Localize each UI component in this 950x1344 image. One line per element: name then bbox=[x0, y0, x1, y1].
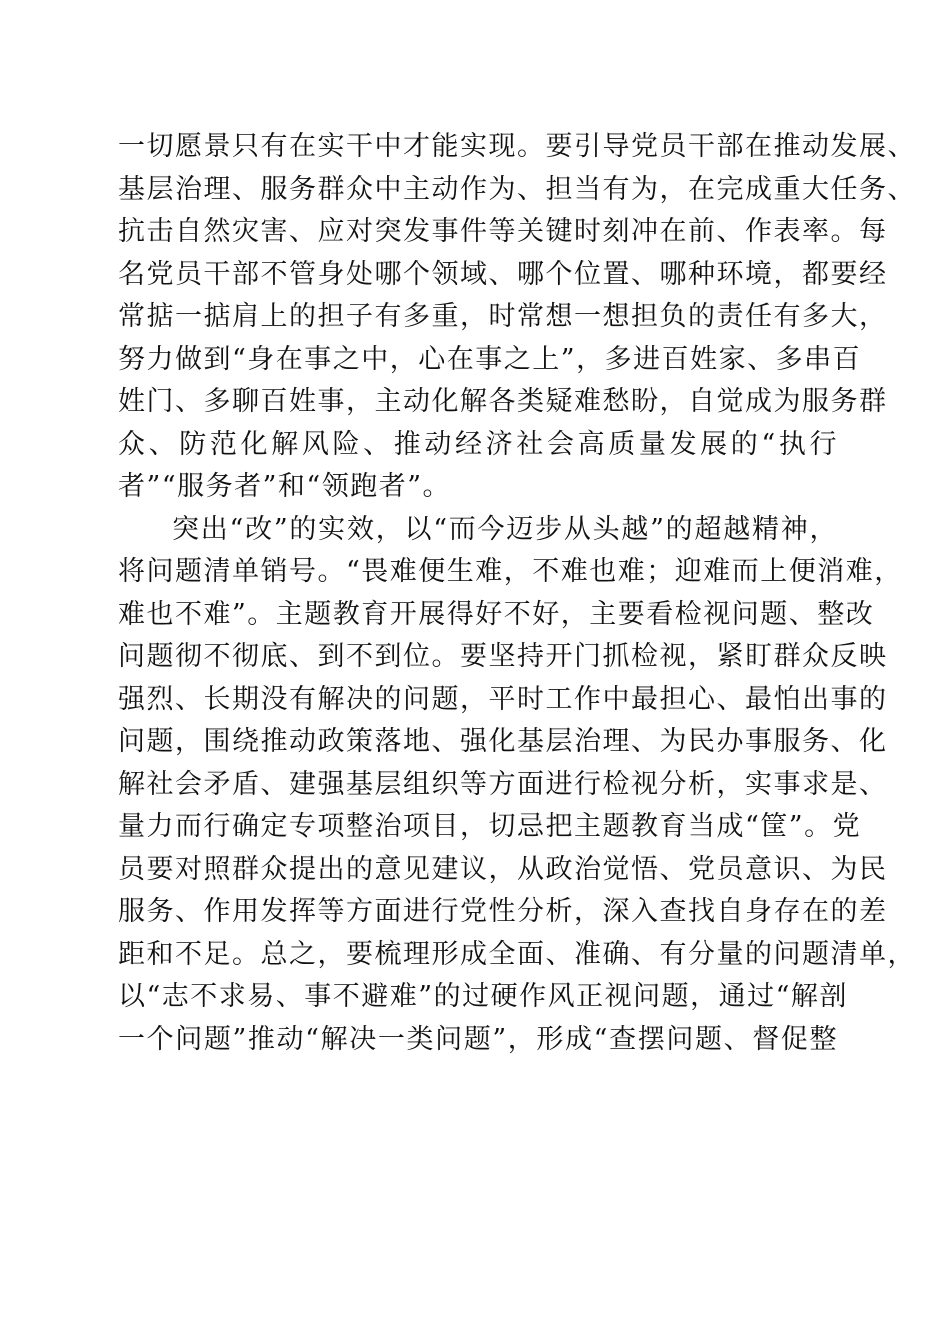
text-line: 名党员干部不管身处哪个领域、哪个位置、哪种环境，都要经 bbox=[118, 258, 888, 290]
text-line: 量力而行确定专项整治项目，切忌把主题教育当成“筐”。党 bbox=[118, 811, 862, 842]
text-line: 努力做到“身在事之中，心在事之上”，多进百姓家、多串百 bbox=[118, 343, 862, 375]
text-line: 突出“改”的实效，以“而今迈步从头越”的超越精神， bbox=[172, 513, 838, 545]
text-line: 一切愿景只有在实干中才能实现。要引导党员干部在推动发展、 bbox=[118, 131, 916, 162]
text-line: 以“志不求易、事不避难”的过硬作风正视问题，通过“解剖 bbox=[118, 981, 848, 1012]
text-line: 服务、作用发挥等方面进行党性分析，深入查找自身存在的差 bbox=[118, 896, 888, 927]
text-line: 难也不难”。主题教育开展得好不好，主要看检视问题、整改 bbox=[118, 598, 875, 630]
text-line: 姓门、多聊百姓事，主动化解各类疑难愁盼，自觉成为服务群 bbox=[118, 386, 888, 417]
text-line: 强烈、长期没有解决的问题，平时工作中最担心、最怕出事的 bbox=[118, 683, 888, 715]
text-line: 问题，围绕推动政策落地、强化基层治理、为民办事服务、化 bbox=[118, 726, 888, 757]
text-line: 问题彻不彻底、到不到位。要坚持开门抓检视，紧盯群众反映 bbox=[118, 641, 888, 672]
text-line: 员要对照群众提出的意见建议，从政治觉悟、党员意识、为民 bbox=[118, 853, 888, 885]
text-line: 抗击自然灾害、应对突发事件等关键时刻冲在前、作表率。每 bbox=[118, 216, 888, 247]
text-line: 一个问题”推动“解决一类问题”，形成“查摆问题、督促整 bbox=[118, 1023, 838, 1055]
paragraph-1 bbox=[118, 126, 916, 509]
text-line: 者”“服务者”和“领跑者”。 bbox=[118, 471, 452, 502]
text-line: 解社会矛盾、建强基层组织等方面进行检视分析，实事求是、 bbox=[118, 768, 888, 800]
body-text bbox=[118, 126, 916, 1061]
paragraph-2 bbox=[118, 509, 916, 1062]
text-line: 众、防范化解风险、推动经济社会高质量发展的“执行 bbox=[118, 428, 838, 460]
text-line: 距和不足。总之，要梳理形成全面、准确、有分量的问题清单， bbox=[118, 938, 916, 970]
text-line: 常掂一掂肩上的担子有多重，时常想一想担负的责任有多大， bbox=[118, 301, 888, 332]
text-line: 将问题清单销号。“畏难便生难，不难也难；迎难而上便消难， bbox=[118, 556, 903, 587]
text-line: 基层治理、服务群众中主动作为、担当有为，在完成重大任务、 bbox=[118, 173, 916, 205]
